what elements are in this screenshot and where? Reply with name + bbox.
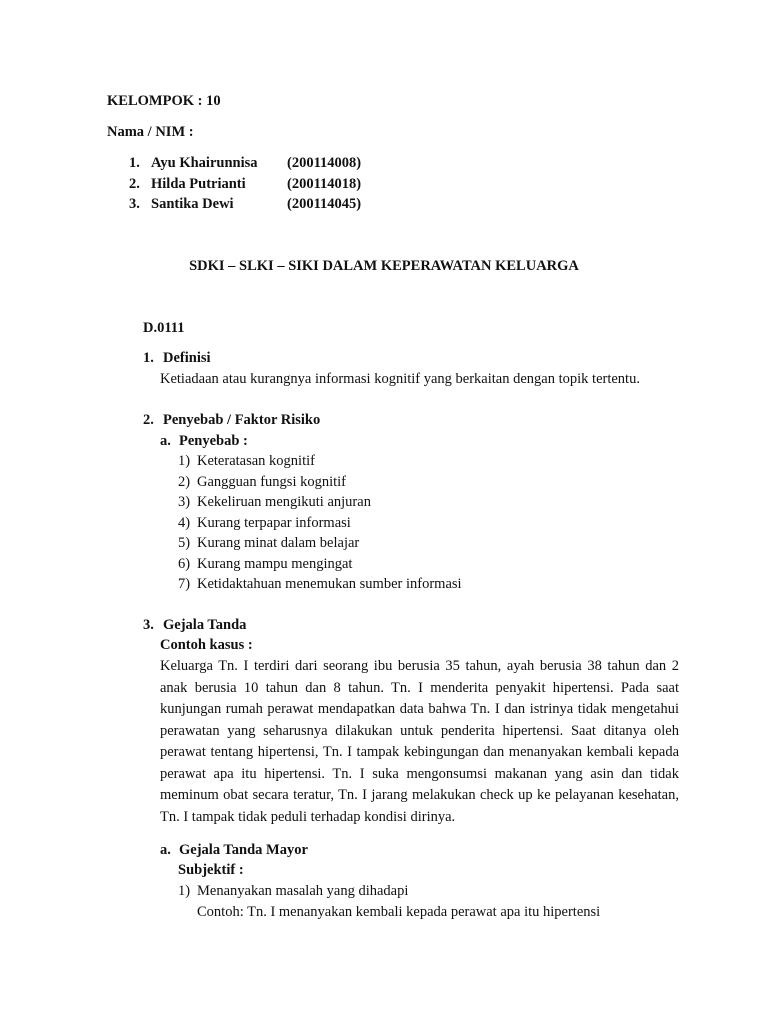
definisi-text: Ketiadaan atau kurangnya informasi kognitif yang berkaitan dengan topik tertentu.: [160, 371, 640, 387]
subsection-letter: a.: [160, 842, 171, 858]
member-name: Hilda Putrianti: [151, 176, 246, 192]
list-item: [178, 473, 346, 491]
list-number: 1): [178, 453, 191, 469]
penyebab-subheading: [160, 432, 248, 450]
member-number: 1.: [129, 155, 140, 171]
list-item: [178, 882, 408, 900]
member-name: Santika Dewi: [151, 196, 234, 212]
member-number: 3.: [129, 196, 140, 212]
contoh-kasus-heading: Contoh kasus :: [160, 637, 253, 653]
subsection-title: Penyebab :: [179, 433, 248, 449]
section-title: Gejala Tanda: [163, 617, 247, 633]
list-number: 2): [178, 474, 191, 490]
member-item: [129, 154, 361, 172]
list-text: Gangguan fungsi kognitif: [197, 474, 347, 490]
list-item: [178, 493, 371, 511]
list-text: Kurang terpapar informasi: [197, 515, 351, 531]
diagnosis-code: D.0111: [143, 320, 185, 336]
section-definisi-heading: [143, 349, 211, 367]
list-number: 3): [178, 494, 191, 510]
list-number: 5): [178, 535, 191, 551]
subsection-title: Gejala Tanda Mayor: [179, 842, 308, 858]
section-title: Definisi: [163, 350, 211, 366]
list-text: Keteratasan kognitif: [197, 453, 315, 469]
example-text: Contoh: Tn. I menanyakan kembali kepada perawat apa itu hipertensi: [197, 904, 601, 920]
subsection-letter: a.: [160, 433, 171, 449]
list-item: [178, 452, 315, 470]
member-number: 2.: [129, 176, 140, 192]
member-nim: (200114045): [287, 196, 362, 212]
member-item: [129, 195, 361, 213]
list-number: 6): [178, 556, 191, 572]
list-number: 1): [178, 883, 191, 899]
member-nim: (200114008): [287, 155, 362, 171]
section-title: Penyebab / Faktor Risiko: [163, 412, 321, 428]
list-text: Kurang mampu mengingat: [197, 556, 353, 572]
list-number: 7): [178, 576, 191, 592]
section-gejala-heading: [143, 616, 246, 634]
member-item: [129, 175, 361, 193]
list-text: Ketidaktahuan menemukan sumber informasi: [197, 576, 462, 592]
list-item: [178, 514, 351, 532]
list-item: [178, 534, 359, 552]
member-nim: (200114018): [287, 176, 362, 192]
section-number: 3.: [143, 617, 154, 633]
section-number: 2.: [143, 412, 154, 428]
member-name: Ayu Khairunnisa: [151, 155, 258, 171]
subjektif-label: Subjektif :: [178, 862, 244, 878]
list-item: [178, 575, 462, 593]
list-text: Kurang minat dalam belajar: [197, 535, 360, 551]
contoh-kasus-paragraph: Keluarga Tn. I terdiri dari seorang ibu berusia 35 tahun, ayah berusia 38 tahun dan 2 anak berusia 10 tahun dan 8 tahun. Tn. I menderita penyakit hipertensi. Pada saat kunjungan rumah perawat mendapatkan data bahwa Tn. I dan istrinya tidak mengetahui perawatan yang seharusnya dilakukan untuk penderita hipertensi. Saat ditanya oleh perawat tentang hipertensi, Tn. I tampak kebingungan dan menanyakan kembali kepada perawat apa itu hipertensi. Tn. I suka mengonsumsi makanan yang asin dan tidak meminum obat secara teratur, Tn. I jarang melakukan check up ke pelayanan kesehatan, Tn. I tampak tidak peduli terhadap kondisi dirinya.: [160, 658, 679, 825]
section-number: 1.: [143, 350, 154, 366]
name-nim-label: Nama / NIM :: [107, 124, 194, 140]
mayor-heading: [160, 841, 308, 859]
section-penyebab-heading: [143, 411, 320, 429]
list-number: 4): [178, 515, 191, 531]
list-text: Kekeliruan mengikuti anjuran: [197, 494, 371, 510]
document-title: SDKI – SLKI – SIKI DALAM KEPERAWATAN KELUARGA: [189, 258, 579, 274]
list-text: Menanyakan masalah yang dihadapi: [197, 883, 409, 899]
group-label: KELOMPOK : 10: [107, 93, 221, 109]
list-item: [178, 555, 352, 573]
